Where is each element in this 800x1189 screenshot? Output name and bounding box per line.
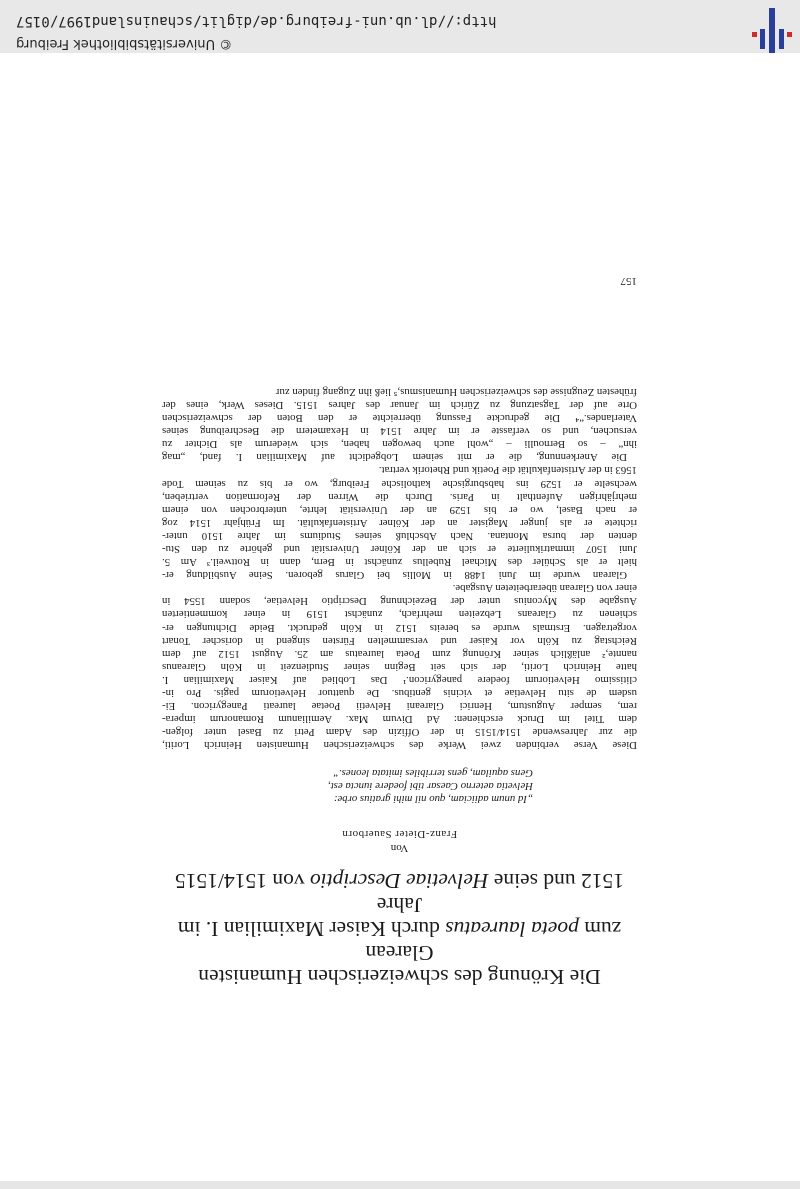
body-line: Reichstag zu Köln vor Kaiser und versammelten Fürsten singend in dorischer Tonart — [162, 634, 637, 647]
body-line: wechselte er 1529 ins habsburgische katholische Freiburg, wo er bis zu seinem Tode — [162, 477, 637, 490]
body-line: Glarean wurde im Juni 1488 in Mollis bei Glarus geboren. Seine Ausbildung er- — [162, 569, 627, 582]
motto-line: „Id unum adiiciam, quo nil mihi gratius orbe: — [333, 793, 533, 805]
body-line: dem Titel im Druck erschienen: Ad Divum Max. Aemilianum Romanorum impera- — [162, 713, 637, 726]
title-line-2-pre: zum — [578, 917, 622, 941]
body-line: mehrjährigen Aufenthalt in Paris. Durch die Wirren der Reformation vertrieben, — [162, 490, 637, 503]
source-url-link[interactable]: http://dl.ub.uni-freiburg.de/diglit/schauinsland1997/0157 — [16, 13, 497, 29]
article-title — [162, 869, 637, 989]
body-line: versuchen, und so verfasste er im Jahre 1514 in Hexametern die Beschreibung seines — [162, 425, 637, 438]
body-line: 1563 in der Artistenfakultät die Poetik und Rhetorik vertrat. — [378, 464, 637, 477]
body-line: frühesten Zeugnisse des schweizerischen Humanismus,⁵ ließ ihn Zugang finden zur — [275, 385, 637, 398]
body-line: ihn“ – so Bernoulli – „wohl auch bewogen haben, sich wiederum als Dichter zu — [162, 438, 637, 451]
motto-line: Helvetia aeterno Caesar tibi foedere iuncta est, — [328, 779, 533, 792]
body-line: usdem de situ Helvetiae et vicinis gentibus. De quattuor Helvetiorum pagis. Pro in- — [162, 687, 637, 700]
body-line: vorgetragen. Erstmals wurde es bereits 1512 in Köln gedruckt. Beide Dichtungen er- — [162, 621, 637, 634]
body-line: clitissimo Helvetiorum foedere panegyricon.¹ Das Loblied auf Kaiser Maximilian I. — [162, 673, 637, 686]
body-line: hielt er als Schüler des Michael Rubellus zunächst in Bern, dann in Rottweil.³ Am 5. — [162, 556, 637, 569]
body-line: einer von Glarean überarbeiteten Ausgabe. — [452, 582, 637, 595]
copyright-text: © Universitätsbibliothek Freiburg — [16, 36, 233, 51]
body-line: nannte,² anläßlich seiner Krönung zum Poeta laureatus am 25. August 1512 auf dem — [162, 647, 637, 660]
body-line: schienen zu Glareans Lebzeiten mehrfach, zunächst 1519 in einer kommentierten — [162, 608, 637, 621]
motto — [162, 765, 533, 805]
library-banner — [0, 0, 800, 53]
body-line: die zur Jahreswende 1514/1515 in der Offizin des Adam Petri zu Basel unter folgen- — [162, 726, 637, 739]
body-line: Juni 1507 immatrikulierte er sich an der Kölner Universität und gehörte zu den Stu- — [162, 542, 637, 555]
body-line: Orte auf der Tagsatzung zu Zürich im Januar des Jahres 1515. Dieses Werk, eines der — [162, 398, 637, 411]
page-bottom-strip — [0, 1181, 800, 1189]
article — [162, 385, 637, 989]
body-line: er nach Basel, wo er bis 1529 an der Universität lehrte, unterbrochen von einem — [162, 503, 637, 516]
body-line: richtete er als junger Magister an der Kölner Artistenfakultät. Im Frühjahr 1514 zog — [162, 516, 637, 529]
body-line: Ausgabe des Myconius unter der Bezeichnung Descriptio Helvetiae, sodann 1554 in — [162, 595, 637, 608]
motto-line: Gens aquilam, gens terribiles imitata leones.“ — [332, 766, 533, 779]
page-number: 157 — [620, 275, 637, 287]
title-line-2-post: durch Kaiser Maximilian I. im Jahre — [177, 893, 446, 941]
body-line: hatte Heinrich Loriti, der sich seit Beginn seiner Studienzeit in Köln Glareanus — [162, 660, 637, 673]
body-line: rem, semper Augustum, Henrici Glareani Helvetii Poetae laureati Panegyricon. Ei- — [162, 700, 637, 713]
body-line: denten der bursa Montana. Nach Abschluß seines Studiums im Jahre 1510 unter- — [162, 529, 637, 542]
title-line-3-pre: 1512 und seine — [488, 869, 625, 893]
title-line-2-italic: poeta laureatus — [445, 917, 579, 941]
body-line: Diese Verse verbinden zwei Werke des schweizerischen Humanisten Heinrich Loriti, — [162, 739, 637, 752]
body-line: Vaterlandes.“⁴ Die gedruckte Fassung überreichte er den Boten der schweizerischen — [162, 412, 637, 425]
body-line: Die Anerkennung, die er mit seinem Lobgedicht auf Maximilian I. fand, „mag — [162, 451, 627, 464]
author-name: Franz-Dieter Sauerborn — [341, 828, 458, 840]
ub-freiburg-logo-icon — [752, 8, 792, 53]
title-line-1: Die Krönung des schweizerischen Humanisten Glarean — [198, 941, 601, 989]
body-text — [162, 385, 637, 752]
title-line-3-post: von 1514/1515 — [174, 869, 310, 893]
title-line-3-italic: Helvetiae Descriptio — [309, 869, 489, 893]
byline-von: Von — [390, 842, 409, 854]
